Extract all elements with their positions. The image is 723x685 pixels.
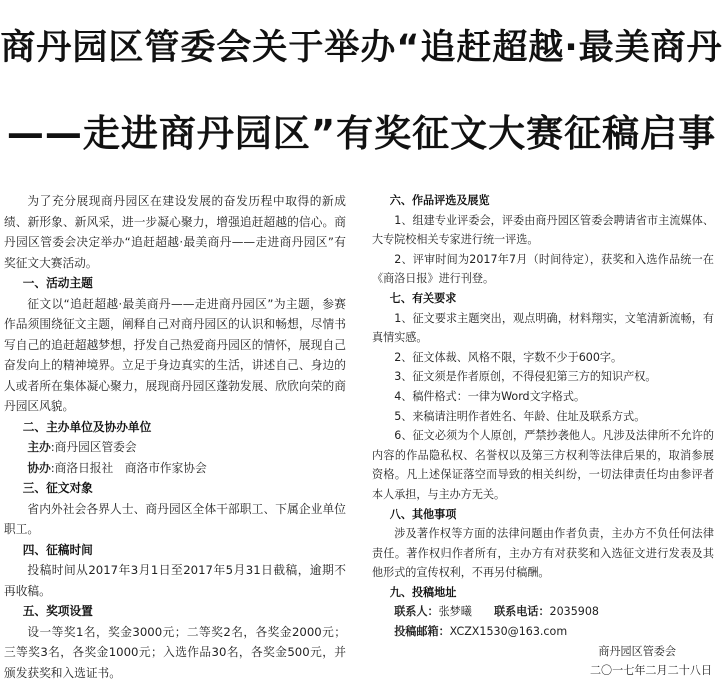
judging-item-1: 1、组建专业评委会，评委由商丹园区管委会聘请省市主流媒体、大专院校相关专家进行统一评选。 bbox=[372, 213, 714, 247]
contact-line bbox=[372, 602, 714, 622]
theme-paragraph: 征文以“追赶超越·最美商丹——走进商丹园区”为主题，参赛作品须围绕征文主题，阐释自己对商丹园区的认识和畅想，尽情书写自己的追赶超越梦想，抒发自己热爱商丹园区的情怀，展现自己奋发向上的精神境界。立足于身边真实的生活，讲述自己、身边的人或者所在集体凝心聚力，展现商丹园区蓬勃发展、欣欣向荣的商丹园区风貌。 bbox=[4, 296, 346, 413]
headline-line-1: 商丹园区管委会关于举办“追赶超越·最美商丹 bbox=[0, 28, 723, 68]
section-heading-organizers: 二、主办单位及协办单位 bbox=[22, 419, 152, 434]
deadline-paragraph: 投稿时间从2017年3月1日至2017年5月31日截稿，逾期不再收稿。 bbox=[4, 563, 346, 598]
email-line bbox=[372, 622, 714, 642]
email-address: XCZX1530@163.com bbox=[449, 625, 568, 639]
judging-item-2: 2、评审时间为2017年7月（时间待定），获奖和入选作品统一在《商洛日报》进行刊登。 bbox=[372, 252, 714, 286]
section-heading-requirements: 七、有关要求 bbox=[389, 291, 457, 305]
co-organizer-line bbox=[4, 458, 346, 479]
contact-name: 张梦曦 bbox=[438, 605, 472, 619]
requirement-item-1: 1、征文要求主题突出，观点明确，材料翔实，文笔清新流畅，有真情实感。 bbox=[372, 311, 714, 345]
host-line bbox=[4, 437, 346, 458]
section-heading-deadline: 四、征稿时间 bbox=[22, 542, 93, 557]
intro-paragraph: 为了充分展现商丹园区在建设发展的奋发历程中取得的新成绩、新形象、新风采，进一步凝心聚力，增强追赶超越的信心。商丹园区管委会决定举办“追赶超越·最美商丹——走进商丹园区”有奖征文大赛活动。 bbox=[4, 194, 346, 270]
section-heading-judging: 六、作品评选及展览 bbox=[389, 194, 490, 207]
section-heading-awards: 五、奖项设置 bbox=[22, 604, 93, 618]
other-paragraph: 涉及著作权等方面的法律问题由作者负责，主办方不负任何法律责任。著作权归作者所有，主办方有对获奖和入选征文进行发表及其他形式的宣传权利，不再另付稿酬。 bbox=[372, 527, 714, 580]
section-heading-participants: 三、征文对象 bbox=[22, 481, 93, 495]
co-organizer-value: :商洛日报社 商洛市作家协会 bbox=[50, 460, 207, 475]
requirement-item-6: 6、征文必须为个人原创，严禁抄袭他人。凡涉及法律所不允许的内容的作品隐私权、名誉权以及第三方权利等法律后果的，取消参展资格。凡上述保证落空而导致的相关纠纷，一切法律责任均由参评者本人承担，与主办方无关。 bbox=[372, 429, 714, 501]
section-heading-submission: 九、投稿地址 bbox=[389, 585, 457, 599]
contact-label: 联系人： bbox=[394, 605, 439, 619]
requirement-item-5: 5、来稿请注明作者姓名、年龄、住址及联系方式。 bbox=[394, 409, 646, 423]
left-column bbox=[4, 191, 346, 683]
headline-line-2: ——走进商丹园区”有奖征文大赛征稿启事 bbox=[6, 112, 717, 155]
phone-number: 2035908 bbox=[549, 605, 599, 619]
co-organizer-label: 协办 bbox=[27, 460, 51, 475]
section-heading-theme: 一、活动主题 bbox=[22, 276, 93, 290]
requirement-item-2: 2、征文体裁、风格不限，字数不少于600字。 bbox=[394, 350, 623, 364]
awards-paragraph: 设一等奖1名，奖金3000元；二等奖2名，各奖金2000元；三等奖3名，各奖金1000元；入选作品30名，各奖金500元，并颁发获奖和入选证书。 bbox=[4, 624, 346, 680]
host-value: :商丹园区管委会 bbox=[50, 440, 137, 454]
right-column bbox=[372, 191, 714, 681]
host-label: 主办 bbox=[27, 440, 51, 454]
signature-date: 二〇一七年二月二十八日 bbox=[589, 664, 712, 678]
requirement-item-3: 3、征文须是作者原创，不得侵犯第三方的知识产权。 bbox=[394, 370, 657, 384]
email-label: 投稿邮箱： bbox=[394, 625, 450, 639]
section-heading-other: 八、其他事项 bbox=[389, 507, 457, 521]
requirement-item-4: 4、稿件格式：一律为Word文字格式。 bbox=[394, 389, 586, 403]
phone-label: 联系电话： bbox=[494, 605, 550, 619]
participants-paragraph: 省内外社会各界人士、商丹园区全体干部职工、下属企业单位职工。 bbox=[4, 501, 346, 536]
signature-org: 商丹园区管委会 bbox=[598, 644, 676, 658]
